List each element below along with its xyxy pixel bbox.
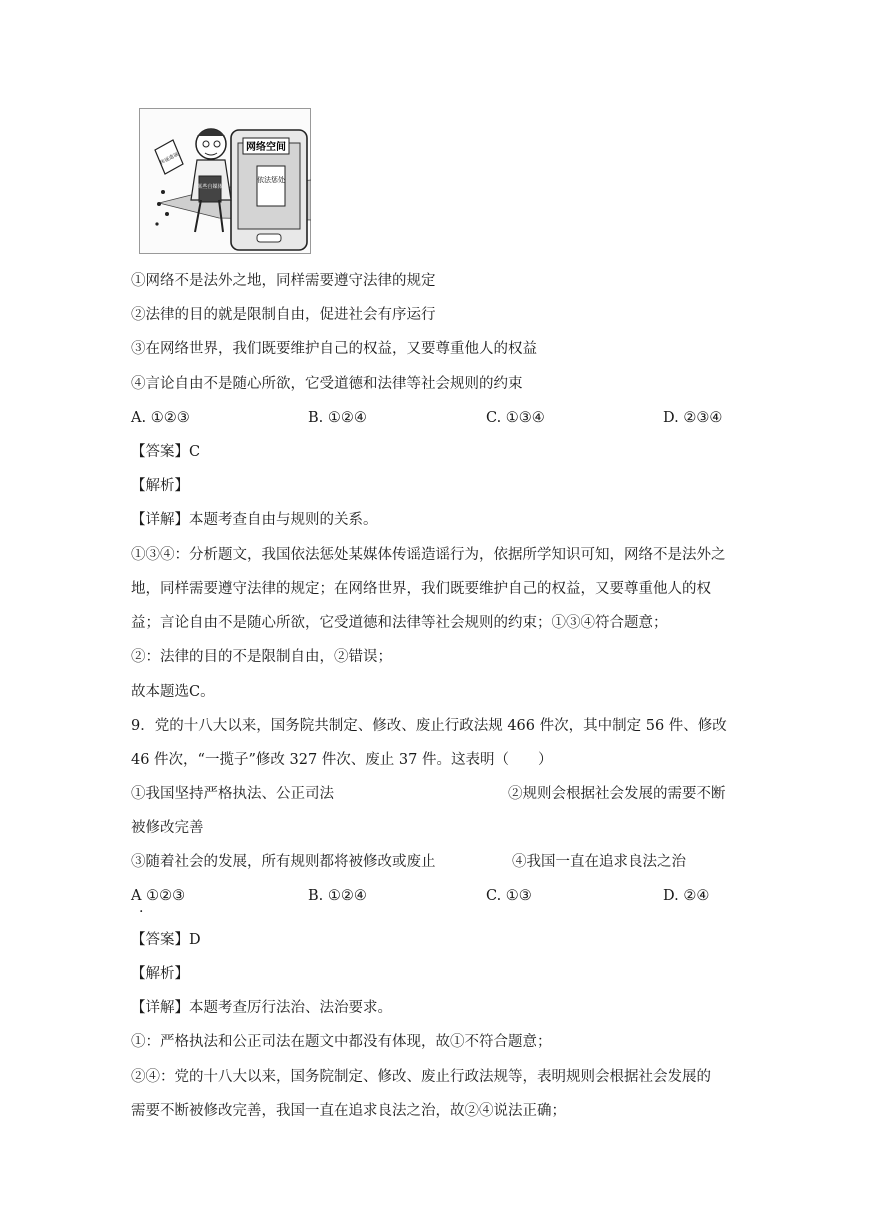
q9-option-c: C. ①③ (486, 888, 532, 904)
q9-statement-1: ①我国坚持严格执法、公正司法 (131, 786, 334, 802)
q8-analysis-label: 【解析】 (131, 478, 189, 494)
q9-stem-2: 46 件次，“一揽子”修改 327 件次、废止 37 件。这表明（ ） (131, 752, 553, 768)
q8-detail-4: 益；言论自由不是随心所欲，它受道德和法律等社会规则的约束；①③④符合题意； (131, 615, 668, 631)
cartoon-illustration (139, 108, 311, 254)
q8-option-d: D. ②③④ (663, 410, 723, 426)
q9-statement-2: ②规则会根据社会发展的需要不断 (508, 786, 726, 802)
q9-detail-3: ②④：党的十八大以来，国务院制定、修改、废止行政法规等，表明规则会根据社会发展的 (131, 1069, 711, 1085)
q8-statement-3: ③在网络世界，我们既要维护自己的权益，又要尊重他人的权益 (131, 341, 537, 357)
q9-detail-1: 【详解】本题考查厉行法治、法治要求。 (131, 1000, 392, 1016)
q9-statement-4: ④我国一直在追求良法之治 (512, 854, 686, 870)
q9-detail-4: 需要不断被修改完善，我国一直在追求良法之治，故②④说法正确； (131, 1103, 566, 1119)
q8-detail-3: 地，同样需要遵守法律的规定；在网络世界，我们既要维护自己的权益，又要尊重他人的权 (131, 581, 711, 597)
cartoon-bottle-label: 传谣造谣 (159, 151, 180, 167)
cartoon-drawing (139, 108, 311, 254)
cartoon-bag-label: 某些自媒体 (197, 184, 223, 190)
q9-option-d: D. ②④ (663, 888, 710, 904)
q8-option-c: C. ①③④ (486, 410, 545, 426)
cartoon-bubble-label: 网络空间 (246, 142, 286, 153)
q9-answer: 【答案】D (131, 932, 201, 948)
q8-option-b: B. ①②④ (308, 410, 367, 426)
q9-stem-1: 9．党的十八大以来，国务院共制定、修改、废止行政法规 466 件次，其中制定 56 件、修改 (131, 718, 727, 734)
q9-statement-3: ③随着社会的发展，所有规则都将被修改或废止 (131, 854, 436, 870)
q8-statement-2: ②法律的目的就是限制自由，促进社会有序运行 (131, 307, 436, 323)
q8-detail-2: ①③④：分析题文，我国依法惩处某媒体传谣造谣行为，依据所学知识可知，网络不是法外之 (131, 547, 726, 563)
cartoon-stamp-label: 依法惩处 (257, 176, 285, 184)
q8-statement-1: ①网络不是法外之地，同样需要遵守法律的规定 (131, 273, 436, 289)
q9-option-a-dot: . (139, 900, 144, 916)
q9-detail-2: ①：严格执法和公正司法在题文中都没有体现，故①不符合题意； (131, 1034, 552, 1050)
q9-statement-2-cont: 被修改完善 (131, 820, 204, 836)
q9-option-a: A ①②③ (131, 888, 186, 904)
q8-detail-5: ②：法律的目的不是限制自由，②错误； (131, 649, 392, 665)
q9-analysis-label: 【解析】 (131, 966, 189, 982)
q8-detail-1: 【详解】本题考查自由与规则的关系。 (131, 512, 378, 528)
q8-detail-6: 故本题选C。 (131, 684, 215, 700)
q8-option-a: A. ①②③ (131, 410, 190, 426)
q9-option-b: B. ①②④ (308, 888, 367, 904)
q8-answer: 【答案】C (131, 444, 201, 460)
q8-statement-4: ④言论自由不是随心所欲，它受道德和法律等社会规则的约束 (131, 376, 523, 392)
